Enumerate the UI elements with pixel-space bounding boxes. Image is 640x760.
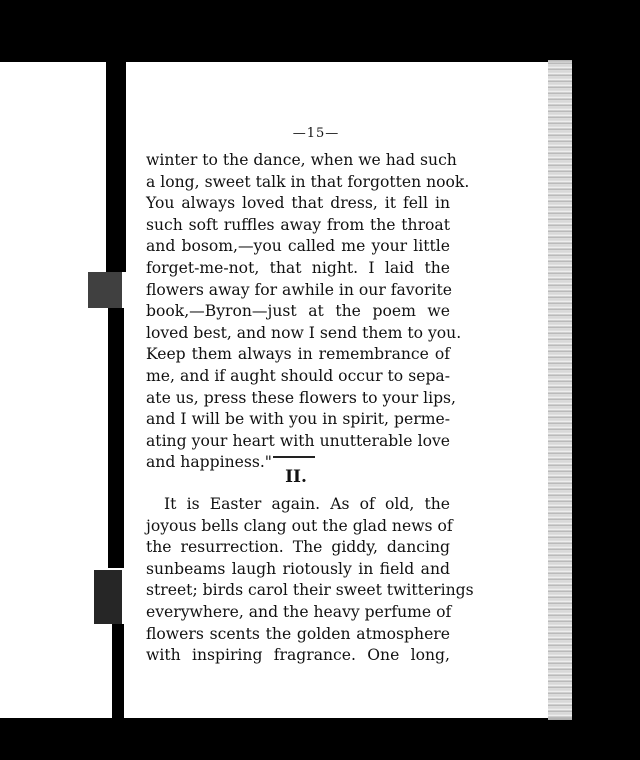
text-line: ate us, press these flowers to your lips, [146,388,457,407]
text-line: sunbeams laugh riotously in field and [146,559,450,578]
scan-border-top [0,0,640,62]
binding-gutter-shadow [112,624,124,718]
page-edge-shadow [548,60,572,720]
text-line: loved best, and now I send them to you. [146,323,462,342]
paragraph-section-two [146,494,474,667]
book-page [126,62,548,718]
binding-gutter-shadow [108,308,124,568]
text-line: Keep them always in remembrance of [146,345,450,364]
text-line: flowers away for awhile in our favorite [146,280,452,299]
text-line: everywhere, and the heavy perfume of [146,602,452,621]
binding-gutter-shadow [94,570,122,624]
text-line: flowers scents the golden atmosphere [146,624,450,643]
page-number: —15— [292,126,340,141]
text-line: book,—Byron—just at the poem we [146,302,450,321]
scan-border-bottom [0,718,640,760]
text-line: with inspiring fragrance. One long, [146,646,450,665]
binding-gutter-shadow [106,60,126,272]
text-line: winter to the dance, when we had such [146,151,457,169]
text-line: the resurrection. The giddy, dancing [146,538,450,557]
binding-gutter-shadow [88,272,122,308]
text-line: street; birds carol their sweet twitterings [146,581,474,600]
text-line: joyous bells clang out the glad news of [146,516,453,535]
scan-border-right [572,0,640,760]
text-line: It is Easter again. As of old, the [164,495,450,513]
paragraph-continued [146,150,470,474]
text-line: and I will be with you in spirit, perme- [146,410,450,429]
text-line: a long, sweet talk in that forgotten nook. [146,172,470,191]
text-line: forget-me-not, that night. I laid the [146,258,450,277]
text-line: me, and if aught should occur to sepa- [146,366,450,385]
section-heading: II. [285,467,307,487]
text-line: and happiness." [146,453,272,472]
text-line: You always loved that dress, it fell in [146,194,450,213]
text-line: such soft ruffles away from the throat [146,215,450,234]
text-line: ating your heart with unutterable love [146,431,450,450]
text-line: and bosom,—you called me your little [146,237,450,256]
section-divider-rule [273,456,315,458]
